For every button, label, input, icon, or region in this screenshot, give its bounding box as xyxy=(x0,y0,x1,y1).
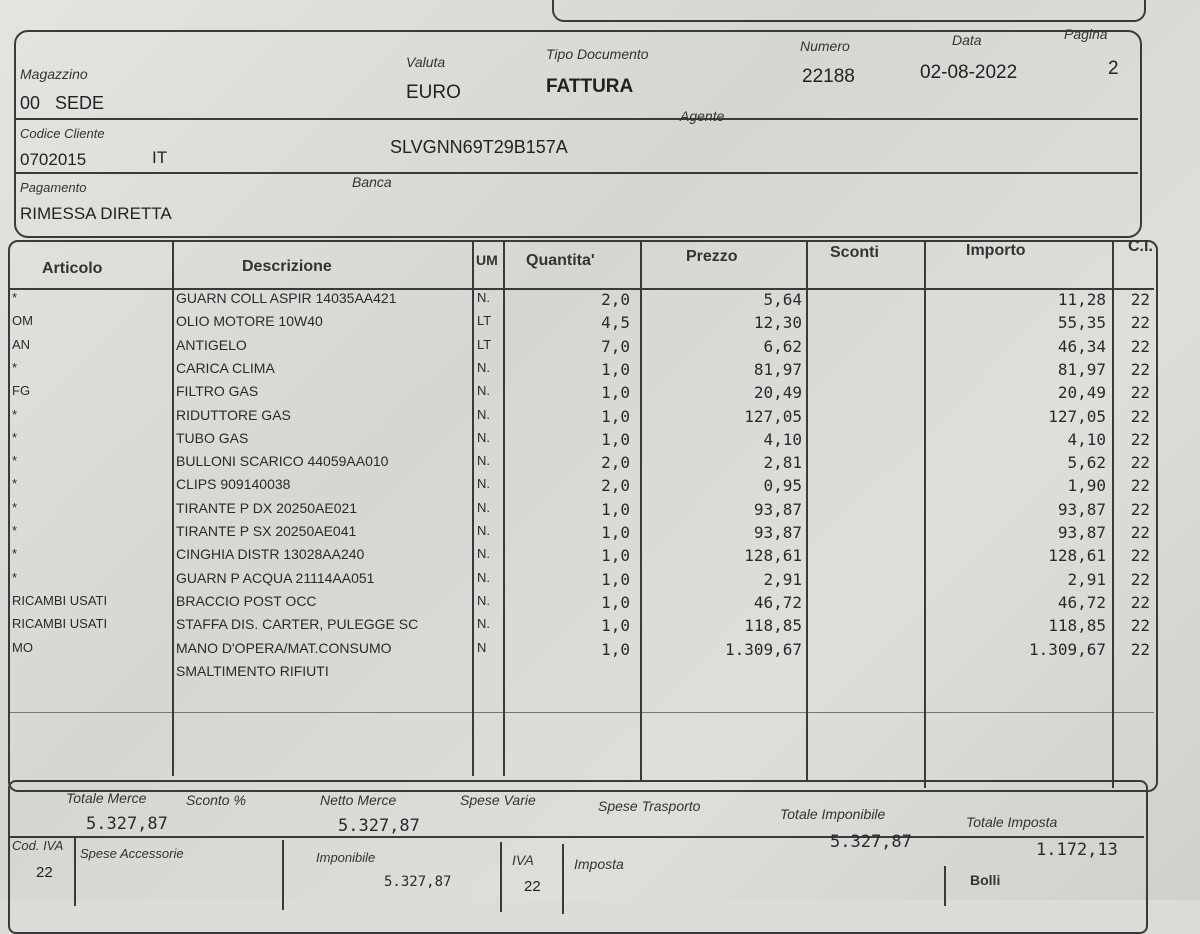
cell-descrizione: STAFFA DIS. CARTER, PULEGGE SC xyxy=(176,616,419,633)
cell-importo: 46,72 xyxy=(1057,592,1106,612)
cell-prezzo: 81,97 xyxy=(753,359,802,379)
cell-ci: 22 xyxy=(1130,383,1150,403)
cell-quantita: 1,0 xyxy=(601,383,630,403)
cell-ci: 22 xyxy=(1130,406,1150,426)
table-fold-line xyxy=(10,712,1154,713)
cell-quantita: 2,0 xyxy=(601,453,630,473)
cell-descrizione: ANTIGELO xyxy=(176,336,247,353)
cell-prezzo: 118,85 xyxy=(744,616,802,636)
cell-articolo: RICAMBI USATI xyxy=(12,616,108,632)
cell-ci: 22 xyxy=(1130,523,1150,542)
vat-col-divider-5 xyxy=(944,866,946,906)
data-value: 02-08-2022 xyxy=(920,62,1018,83)
cell-importo: 46,34 xyxy=(1057,336,1106,356)
cell-importo: 93,87 xyxy=(1057,499,1106,519)
cell-prezzo: 2,81 xyxy=(763,453,802,473)
table-row xyxy=(0,546,1200,569)
cell-prezzo: 12,30 xyxy=(753,313,802,333)
cell-importo: 118,85 xyxy=(1048,616,1106,636)
cell-um: LT xyxy=(477,336,492,352)
table-row xyxy=(0,383,1200,406)
totale-imponibile-value: 5.327,87 xyxy=(830,832,912,852)
nazione-value: IT xyxy=(152,148,168,167)
header-um: UM xyxy=(476,252,498,268)
cell-importo: 93,87 xyxy=(1057,523,1106,542)
totale-merce-label: Totale Merce xyxy=(66,790,147,806)
cell-importo: 55,35 xyxy=(1057,313,1106,333)
cell-articolo: * xyxy=(12,569,18,585)
bolli-label: Bolli xyxy=(970,872,1001,888)
cod-iva-label: Cod. IVA xyxy=(12,838,64,853)
cell-prezzo: 6,62 xyxy=(763,336,802,356)
vat-col-divider-1 xyxy=(74,836,76,906)
cell-ci: 22 xyxy=(1130,546,1150,566)
cell-ci: 22 xyxy=(1130,290,1150,309)
cell-ci: 22 xyxy=(1130,429,1150,449)
cell-quantita: 2,0 xyxy=(601,290,630,309)
pagina-label: Pagina xyxy=(1064,26,1108,42)
cell-quantita: 1,0 xyxy=(601,616,630,636)
cell-um: N. xyxy=(477,359,490,375)
vat-col-divider-3 xyxy=(500,842,502,912)
cell-articolo: * xyxy=(12,546,18,562)
cell-articolo: MO xyxy=(12,639,33,655)
cell-descrizione: RIDUTTORE GAS xyxy=(176,406,291,423)
cell-importo: 81,97 xyxy=(1057,359,1106,379)
cell-descrizione: BULLONI SCARICO 44059AA010 xyxy=(176,453,389,470)
cell-quantita: 2,0 xyxy=(601,476,630,496)
sconto-label: Sconto % xyxy=(186,792,246,808)
cell-um: N. xyxy=(477,569,490,585)
cell-descrizione: MANO D'OPERA/MAT.CONSUMO xyxy=(176,639,392,656)
cell-prezzo: 128,61 xyxy=(744,546,802,566)
cell-ci: 22 xyxy=(1130,569,1150,589)
cell-prezzo: 4,10 xyxy=(763,429,802,449)
cell-articolo: * xyxy=(12,406,18,422)
cell-importo: 4,10 xyxy=(1067,429,1106,449)
cell-prezzo: 46,72 xyxy=(753,592,802,612)
header-ci: C.I. xyxy=(1128,238,1153,255)
magazzino-value: 00 SEDE xyxy=(20,93,105,113)
cell-descrizione: CARICA CLIMA xyxy=(176,359,275,376)
table-row xyxy=(0,476,1200,499)
totals-divider xyxy=(10,836,1144,838)
cell-articolo: OM xyxy=(12,313,33,329)
cell-articolo: * xyxy=(12,476,18,492)
cell-descrizione: TIRANTE P DX 20250AE021 xyxy=(176,499,358,516)
cell-descrizione: GUARN COLL ASPIR 14035AA421 xyxy=(176,290,397,306)
totale-imposta-value: 1.172,13 xyxy=(1036,840,1118,860)
cell-um: N. xyxy=(477,290,490,305)
cell-importo: 11,28 xyxy=(1057,290,1106,309)
vat-col-divider-4 xyxy=(562,844,564,914)
cell-articolo: * xyxy=(12,523,18,538)
cell-descrizione: OLIO MOTORE 10W40 xyxy=(176,313,323,330)
cell-articolo: * xyxy=(12,290,18,305)
cell-ci: 22 xyxy=(1130,639,1150,659)
cell-importo: 127,05 xyxy=(1048,406,1106,426)
header-articolo: Articolo xyxy=(42,260,103,277)
numero-value: 22188 xyxy=(802,66,855,87)
imponibile-label: Imponibile xyxy=(316,850,376,865)
numero-label: Numero xyxy=(800,38,850,54)
cell-prezzo: 0,95 xyxy=(763,476,802,496)
cell-um: N. xyxy=(477,523,490,538)
cell-prezzo: 2,91 xyxy=(763,569,802,589)
cell-articolo: FG xyxy=(12,383,31,399)
banca-label: Banca xyxy=(352,174,392,190)
header-divider-2 xyxy=(16,172,1138,174)
tipo-documento-label: Tipo Documento xyxy=(546,46,649,62)
cell-um: N xyxy=(477,639,487,655)
codice-fiscale-value: SLVGNN69T29B157A xyxy=(390,137,568,157)
cell-articolo: RICAMBI USATI xyxy=(12,592,108,608)
header-descrizione: Descrizione xyxy=(242,258,332,275)
cell-articolo: * xyxy=(12,453,18,469)
cell-ci: 22 xyxy=(1130,499,1150,519)
cell-quantita: 1,0 xyxy=(601,569,630,589)
cell-um: N. xyxy=(477,592,490,608)
cell-um: N. xyxy=(477,406,490,422)
cell-quantita: 1,0 xyxy=(601,546,630,566)
table-row xyxy=(0,570,1200,593)
valuta-label: Valuta xyxy=(406,54,446,70)
pagamento-value: RIMESSA DIRETTA xyxy=(20,204,172,223)
table-row xyxy=(0,453,1200,476)
cell-prezzo: 93,87 xyxy=(753,523,802,542)
cod-iva-value: 22 xyxy=(36,864,53,881)
cell-ci: 22 xyxy=(1130,336,1150,356)
imponibile-value: 5.327,87 xyxy=(384,874,452,890)
spese-varie-label: Spese Varie xyxy=(460,792,536,808)
cell-prezzo: 93,87 xyxy=(753,499,802,519)
cell-ci: 22 xyxy=(1130,313,1150,333)
iva-label: IVA xyxy=(512,852,534,868)
table-row xyxy=(0,663,1200,686)
codice-cliente-label: Codice Cliente xyxy=(20,126,105,141)
totale-imposta-label: Totale Imposta xyxy=(966,814,1058,830)
cell-importo: 2,91 xyxy=(1067,569,1106,589)
totale-imponibile-label: Totale Imponibile xyxy=(780,806,886,822)
table-row xyxy=(0,337,1200,360)
table-row xyxy=(0,593,1200,616)
tipo-documento-value: FATTURA xyxy=(546,76,634,97)
cell-quantita: 7,0 xyxy=(601,336,630,356)
cell-importo: 128,61 xyxy=(1048,546,1106,566)
header-importo: Importo xyxy=(966,242,1026,259)
magazzino-label: Magazzino xyxy=(20,66,88,82)
table-row xyxy=(0,360,1200,383)
cell-um: N. xyxy=(477,429,490,445)
top-partial-box xyxy=(552,0,1146,22)
cell-um: LT xyxy=(477,313,492,329)
spese-trasporto-label: Spese Trasporto xyxy=(598,798,701,814)
cell-descrizione: GUARN P ACQUA 21114AA051 xyxy=(176,569,375,586)
cell-prezzo: 20,49 xyxy=(753,383,802,403)
cell-prezzo: 1.309,67 xyxy=(724,639,802,659)
agente-label: Agente xyxy=(680,108,725,124)
header-prezzo: Prezzo xyxy=(686,248,738,265)
cell-um: N. xyxy=(477,499,490,515)
cell-ci: 22 xyxy=(1130,453,1150,473)
cell-quantita: 1,0 xyxy=(601,523,630,542)
table-row xyxy=(0,290,1200,313)
pagamento-label: Pagamento xyxy=(20,180,87,195)
cell-importo: 1.309,67 xyxy=(1028,639,1106,659)
cell-um: N. xyxy=(477,616,490,632)
netto-merce-value: 5.327,87 xyxy=(338,816,420,836)
cell-um: N. xyxy=(477,546,490,562)
cell-descrizione: TIRANTE P SX 20250AE041 xyxy=(176,523,357,539)
valuta-value: EURO xyxy=(406,82,461,103)
cell-quantita: 1,0 xyxy=(601,592,630,612)
table-row xyxy=(0,500,1200,523)
pagina-value: 2 xyxy=(1108,58,1119,79)
cell-quantita: 1,0 xyxy=(601,406,630,426)
cell-prezzo: 5,64 xyxy=(763,290,802,309)
imposta-label: Imposta xyxy=(574,856,624,872)
cell-ci: 22 xyxy=(1130,359,1150,379)
table-row xyxy=(0,430,1200,453)
table-row xyxy=(0,616,1200,639)
cell-descrizione: CINGHIA DISTR 13028AA240 xyxy=(176,546,365,563)
table-row xyxy=(0,313,1200,336)
cell-importo: 1,90 xyxy=(1067,476,1106,496)
cell-um: N. xyxy=(477,476,490,492)
header-divider-1 xyxy=(16,118,1138,120)
header-quantita: Quantita' xyxy=(526,252,595,269)
codice-cliente-value: 0702015 xyxy=(20,150,87,169)
data-label: Data xyxy=(952,32,982,48)
cell-um: N. xyxy=(477,383,490,399)
cell-quantita: 1,0 xyxy=(601,429,630,449)
cell-quantita: 1,0 xyxy=(601,499,630,519)
cell-quantita: 1,0 xyxy=(601,639,630,659)
cell-descrizione: SMALTIMENTO RIFIUTI xyxy=(176,662,329,679)
table-row xyxy=(0,407,1200,430)
cell-quantita: 4,5 xyxy=(601,313,630,333)
cell-descrizione: FILTRO GAS xyxy=(176,383,259,400)
table-row xyxy=(0,523,1200,546)
cell-um: N. xyxy=(477,453,490,469)
cell-ci: 22 xyxy=(1130,592,1150,612)
table-row xyxy=(0,640,1200,663)
cell-descrizione: CLIPS 909140038 xyxy=(176,476,291,493)
cell-articolo: AN xyxy=(12,336,31,352)
cell-articolo: * xyxy=(12,429,18,445)
netto-merce-label: Netto Merce xyxy=(320,792,397,808)
totale-merce-value: 5.327,87 xyxy=(86,814,168,834)
cell-ci: 22 xyxy=(1130,616,1150,636)
cell-descrizione: TUBO GAS xyxy=(176,429,249,446)
cell-importo: 20,49 xyxy=(1057,383,1106,403)
cell-descrizione: BRACCIO POST OCC xyxy=(176,592,317,609)
cell-ci: 22 xyxy=(1130,476,1150,496)
cell-prezzo: 127,05 xyxy=(744,406,802,426)
cell-quantita: 1,0 xyxy=(601,359,630,379)
iva-value: 22 xyxy=(524,878,541,895)
header-sconti: Sconti xyxy=(830,244,879,261)
spese-accessorie-label: Spese Accessorie xyxy=(80,846,184,861)
cell-articolo: * xyxy=(12,499,18,515)
cell-articolo: * xyxy=(12,359,18,375)
cell-importo: 5,62 xyxy=(1067,453,1106,473)
